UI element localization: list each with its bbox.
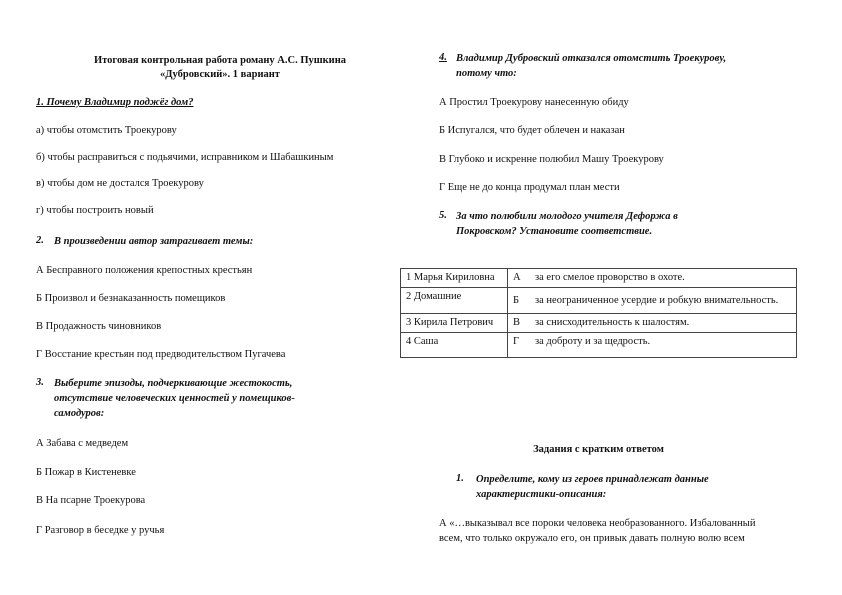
- q4-question-line1: Владимир Дубровский отказался отомстить Троекурову,: [456, 53, 727, 64]
- section-heading: Задания с кратким ответом: [533, 444, 664, 455]
- quote-line1: А «…выказывал все пороки человека необразованного. Избалованный: [439, 518, 756, 529]
- q3-question-line3: самодуров:: [54, 408, 105, 419]
- q3-question-line2: отсутствие человеческих ценностей у помещиков-: [54, 393, 295, 404]
- q1-option-d: г) чтобы построить новый: [36, 205, 154, 216]
- quote-line2: всем, что только окружало его, он привык давать полную волю всем: [439, 533, 745, 544]
- q4-question-line2: потому что:: [456, 68, 517, 79]
- table-row: [401, 333, 797, 358]
- q4-option-d: Г Еще не до конца продумал план мести: [439, 182, 620, 193]
- q1-option-c: в) чтобы дом не достался Троекурову: [36, 178, 204, 189]
- table-cell-reason: [508, 333, 797, 358]
- q3-question-line1: Выберите эпизоды, подчеркивающие жестокость,: [54, 378, 293, 389]
- q1-option-a: а) чтобы отомстить Троекурову: [36, 125, 177, 136]
- q2-option-b: Б Произвол и безнаказанность помещиков: [36, 293, 226, 304]
- answer-letter: А: [513, 272, 521, 283]
- doc-title-line2: «Дубровский». 1 вариант: [160, 69, 280, 80]
- table-cell-hero: 3 Кирила Петрович: [401, 314, 508, 333]
- q4-option-c: В Глубоко и искренне полюбил Машу Троекурову: [439, 154, 664, 165]
- q3-option-d: Г Разговор в беседке у ручья: [36, 525, 165, 536]
- q5-number: 5.: [439, 210, 447, 221]
- table-cell-reason: [508, 288, 797, 314]
- doc-title-line1: Итоговая контрольная работа роману А.С. Пушкина: [94, 55, 346, 66]
- answer-letter: Г: [513, 336, 520, 347]
- q3-option-c: В На псарне Троекурова: [36, 495, 146, 506]
- table-row: [401, 269, 797, 288]
- q2-question: В произведении автор затрагивает темы:: [54, 236, 254, 247]
- table-cell-hero: 4 Саша: [401, 333, 508, 358]
- matching-table: [400, 268, 797, 358]
- table-cell-reason: [508, 269, 797, 288]
- answer-text: за снисходительность к шалостям.: [535, 317, 690, 328]
- q2-option-a: А Бесправного положения крепостных крестьян: [36, 265, 253, 276]
- answer-text: за доброту и за щедрость.: [535, 336, 651, 347]
- q3-option-a: А Забава с медведем: [36, 438, 129, 449]
- s1-question-line2: характеристики-описания:: [476, 489, 607, 500]
- answer-text: за неограниченное усердие и робкую внимательность.: [535, 295, 779, 306]
- answer-letter: В: [513, 317, 521, 328]
- s1-number: 1.: [456, 473, 464, 484]
- answer-letter: Б: [513, 295, 520, 306]
- q2-option-c: В Продажность чиновников: [36, 321, 162, 332]
- s1-question-line1: Определите, кому из героев принадлежат данные: [476, 474, 709, 485]
- q4-option-b: Б Испугался, что будет облечен и наказан: [439, 125, 625, 136]
- q1-question: 1. Почему Владимир поджёг дом?: [36, 97, 194, 108]
- q4-option-a: А Простил Троекурову нанесенную обиду: [439, 97, 629, 108]
- q2-option-d: Г Восстание крестьян под предводительством Пугачева: [36, 349, 286, 360]
- q5-question-line2: Покровском? Установите соответствие.: [456, 226, 653, 237]
- q5-question-line1: За что полюбили молодого учителя Дефоржа в: [456, 211, 678, 222]
- answer-text: за его смелое проворство в охоте.: [535, 272, 685, 283]
- table-cell-reason: [508, 314, 797, 333]
- table-row: [401, 288, 797, 314]
- q4-number: 4.: [439, 52, 447, 63]
- q1-option-b: б) чтобы расправиться с подьячими, исправником и Шабашкиным: [36, 152, 334, 163]
- table-cell-hero: 2 Домашние: [401, 288, 508, 314]
- q3-option-b: Б Пожар в Кистеневке: [36, 467, 136, 478]
- q2-number: 2.: [36, 235, 44, 246]
- q3-number: 3.: [36, 377, 44, 388]
- table-row: [401, 314, 797, 333]
- table-cell-hero: 1 Марья Кириловна: [401, 269, 508, 288]
